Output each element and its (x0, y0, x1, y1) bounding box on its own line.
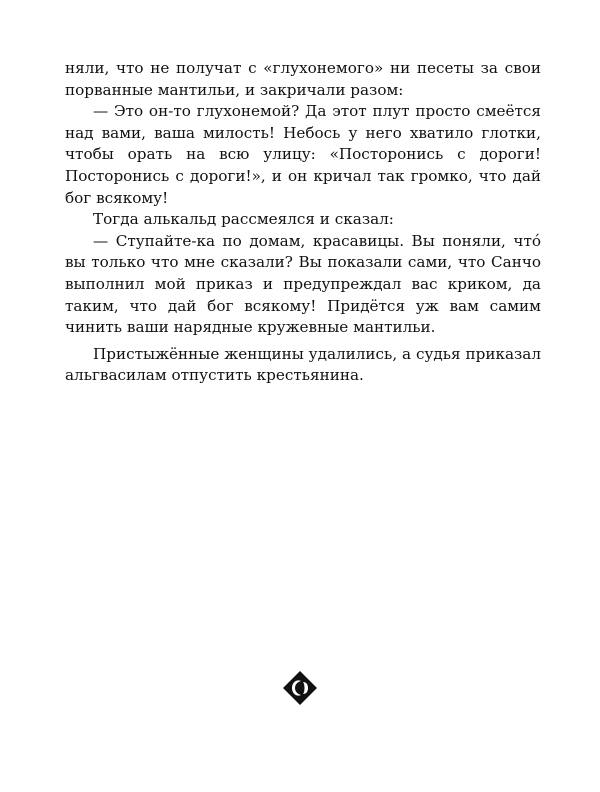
page-text (65, 58, 541, 387)
diamond-ornament-icon (282, 670, 318, 706)
paragraph-5: Пристыжённые женщины удалились, а судья приказал альгвасилам отпустить крестьянина. (65, 344, 541, 385)
paragraph-1: няли, что не получат с «глухонемого» ни песеты за свои порванные мантильи, и закричали разом: (65, 59, 541, 99)
paragraph-3: Тогда алькальд рассмеялся и сказал: (93, 210, 394, 229)
paragraph-2: — Это он-то глухонемой? Да этот плут просто смеётся над вами, ваша милость! Небось у него хватило глотки, чтобы орать на всю улицу: «Посторонись с дороги! Посторонись с дороги!», и он кричал так громко, что дай бог всякому! (65, 102, 541, 207)
paragraph-4: — Ступайте-ка по домам, красавицы. Вы поняли, что́ вы только что мне сказали? Вы показали сами, что Санчо выполнил мой приказ и предупреждал вас криком, да таким, что дай бог всякому! Придётся уж вам самим чинить ваши нарядные кружевные мантильи. (65, 231, 541, 337)
